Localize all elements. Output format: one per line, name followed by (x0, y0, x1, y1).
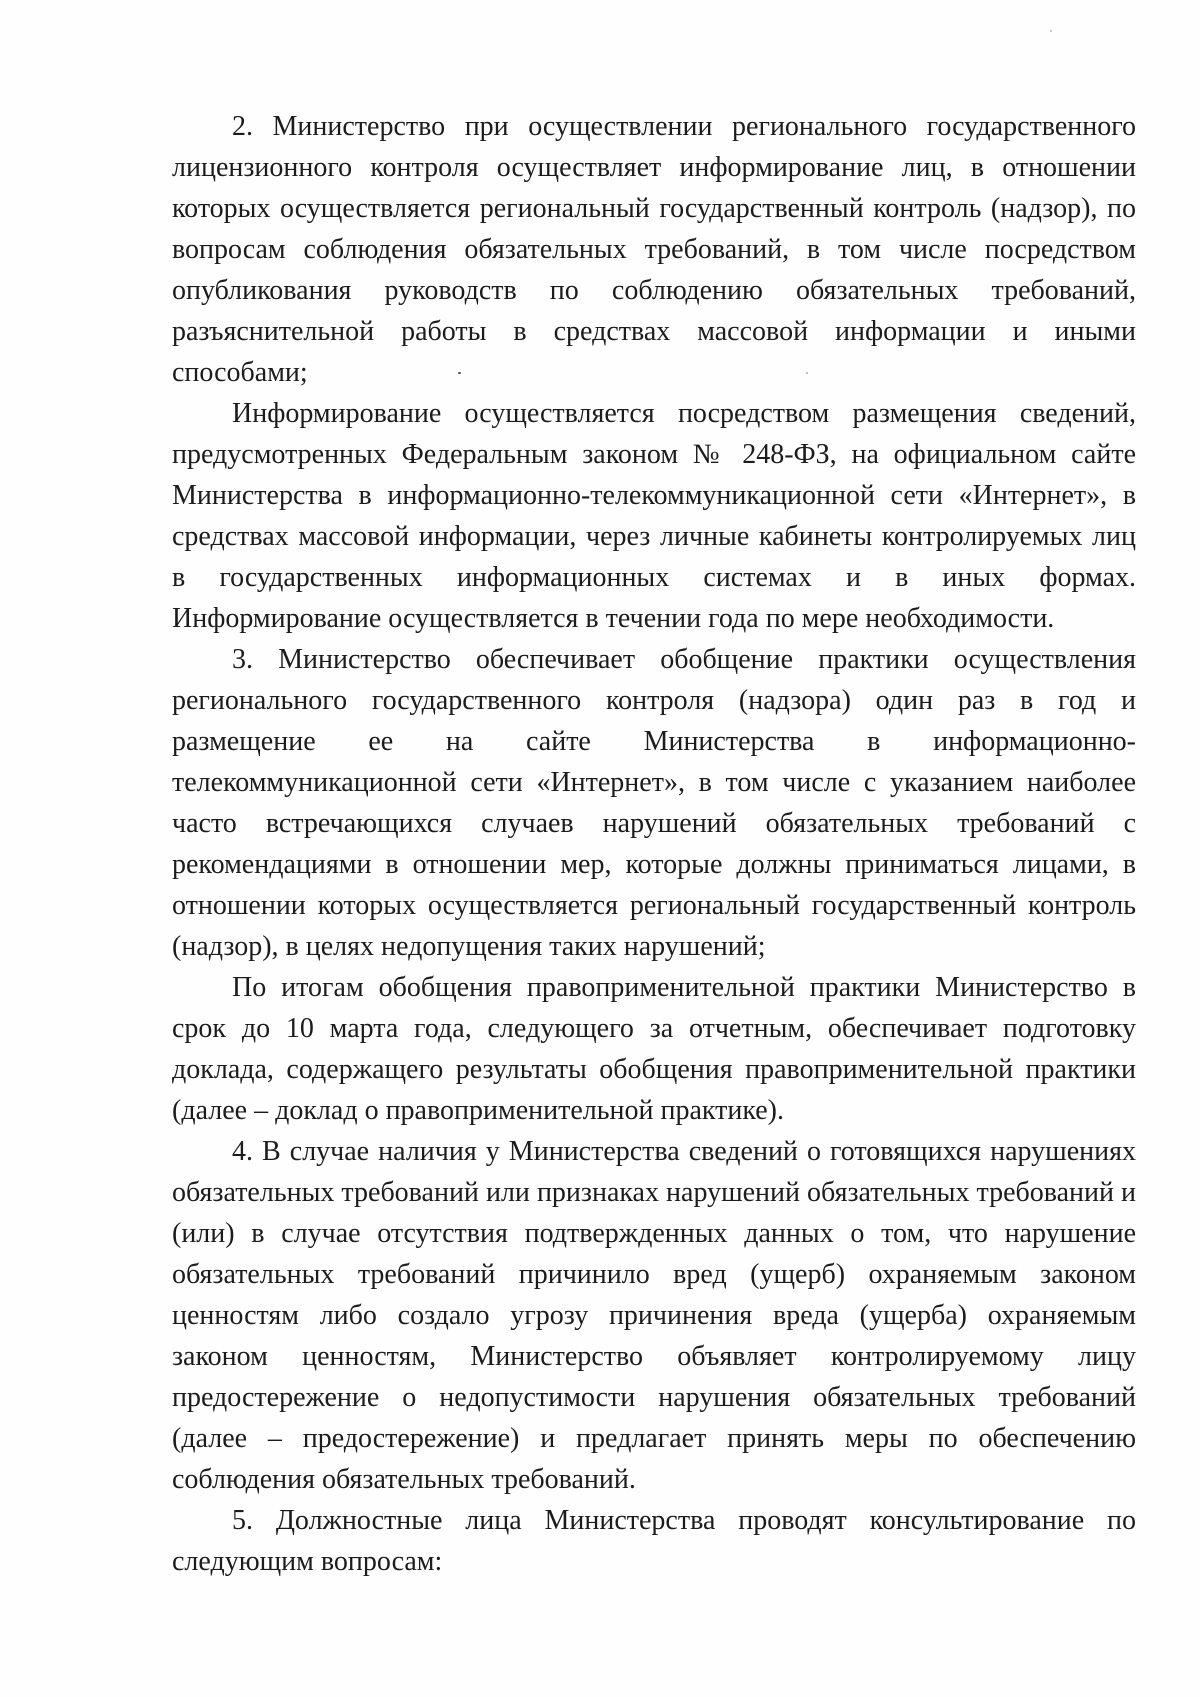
paragraph-3: 3. Министерство обеспечивает обобщение практики осуществления регионального государственного контроля (надзора) один раз в год и размещение ее на сайте Министерства в информационно-телекоммуникационной сети «Интернет», в том числе с указанием наиболее часто встречающихся случаев нарушений обязательных требований с рекомендациями в отношении мер, которые должны приниматься лицами, в отношении которых осуществляется региональный государственный контроль (надзор), в целях недопущения таких нарушений; (172, 644, 1136, 962)
paragraph-4: 4. В случае наличия у Министерства сведений о готовящихся нарушениях обязательных требований или признаках нарушений обязательных требований и (или) в случае отсутствия подтвержденных данных о том, что нарушение обязательных требований причинило вред (ущерб) охраняемым законом ценностям либо создало угрозу причинения вреда (ущерба) охраняемым законом ценностям, Министерство объявляет контролируемому лицу предостережение о недопустимости нарушения обязательных требований (далее – предостережение) и предлагает принять меры по обеспечению соблюдения обязательных требований. (172, 1136, 1136, 1495)
scan-speck (458, 372, 461, 374)
scan-speck (806, 372, 808, 374)
paragraph-5: 5. Должностные лица Министерства проводят консультирование по следующим вопросам: (172, 1505, 1136, 1577)
scan-speck (1050, 30, 1052, 32)
paragraph-2-informing: Информирование осуществляется посредством размещения сведений, предусмотренных Федеральным законом № 248-ФЗ, на официальном сайте Министерства в информационно-телекоммуникационной сети «Интернет», в средствах массовой информации, через личные кабинеты контролируемых лиц в государственных информационных системах и в иных формах. Информирование осуществляется в течении года по мере необходимости. (172, 398, 1136, 634)
paragraph-3-report: По итогам обобщения правоприменительной практики Министерство в срок до 10 марта года, следующего за отчетным, обеспечивает подготовку доклада, содержащего результаты обобщения правоприменительной практики (далее – доклад о правоприменительной практике). (172, 972, 1136, 1126)
document-body (172, 106, 1136, 1582)
paragraph-2: 2. Министерство при осуществлении регионального государственного лицензионного контроля осуществляет информирование лиц, в отношении которых осуществляется региональный государственный контроль (надзор), по вопросам соблюдения обязательных требований, в том числе посредством опубликования руководств по соблюдению обязательных требований, разъяснительной работы в средствах массовой информации и иными способами; (172, 111, 1136, 388)
